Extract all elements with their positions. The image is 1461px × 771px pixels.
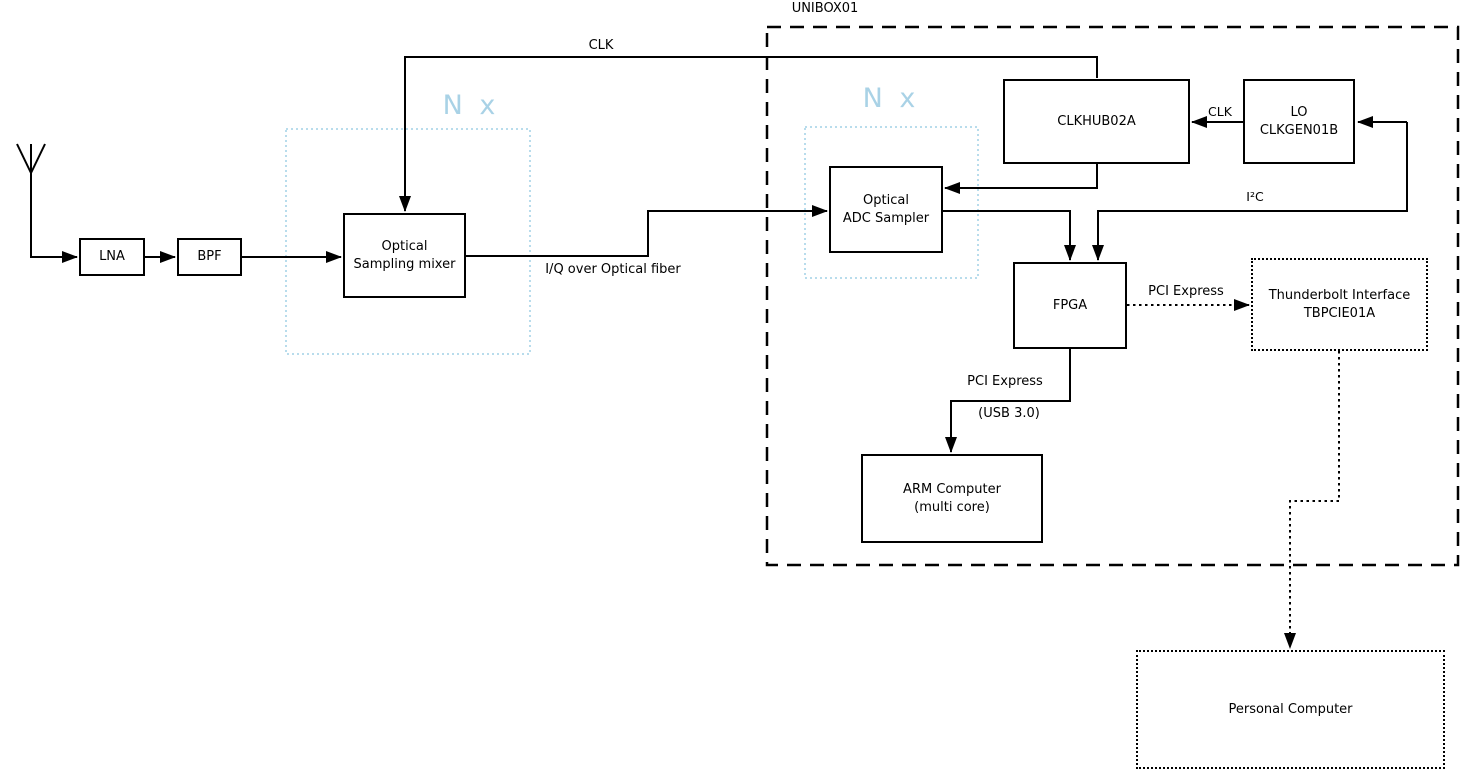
pc-label: Personal Computer <box>1228 701 1353 717</box>
thunderbolt-to-pc-connector <box>1290 351 1339 648</box>
iq-fiber-connector <box>466 211 827 256</box>
clk-top-label: CLK <box>588 38 614 53</box>
arm-computer-node <box>861 454 1043 543</box>
clkgen-label-line1: LO <box>1290 104 1308 120</box>
nx-label-right: N x <box>862 83 920 114</box>
arm-label-line2: (multi core) <box>914 499 990 515</box>
adc-label-line1: Optical <box>863 192 909 208</box>
antenna-icon <box>17 144 45 173</box>
adc-to-fpga-connector <box>943 211 1070 260</box>
mixer-label-line2: Sampling mixer <box>353 256 456 272</box>
adc-label-line2: ADC Sampler <box>842 210 930 226</box>
clk-mid-label: CLK <box>1208 104 1232 119</box>
arm-label-line1: ARM Computer <box>903 481 1001 497</box>
clkhub-to-adc-connector <box>945 164 1097 188</box>
optical-adc-sampler-node <box>829 166 943 253</box>
usb-label: (USB 3.0) <box>978 406 1040 421</box>
fpga-to-arm-connector <box>951 349 1070 452</box>
lo-clkgen01b-node <box>1243 79 1355 164</box>
thunderbolt-label-line2: TBPCIE01A <box>1303 305 1376 321</box>
i2c-label: I²C <box>1246 189 1264 204</box>
personal-computer-node <box>1136 650 1445 769</box>
thunderbolt-interface-node <box>1251 258 1428 351</box>
optical-sampling-mixer-node <box>343 213 466 298</box>
fpga-node <box>1013 262 1127 349</box>
bpf-node <box>177 238 242 276</box>
pcie-thunderbolt-label: PCI Express <box>1148 284 1224 299</box>
lna-node <box>79 238 145 276</box>
lna-label: LNA <box>99 249 125 265</box>
clkhub-label: CLKHUB02A <box>1057 113 1136 129</box>
iq-fiber-label: I/Q over Optical fiber <box>545 262 681 277</box>
clkgen-label-line2: CLKGEN01B <box>1259 122 1339 138</box>
clkhub02a-node <box>1003 79 1190 164</box>
nx-label-left: N x <box>442 90 500 121</box>
thunderbolt-label-line1: Thunderbolt Interface <box>1268 287 1411 303</box>
antenna-to-lna-connector <box>31 173 77 257</box>
fpga-label: FPGA <box>1052 297 1088 313</box>
unibox01-title: UNIBOX01 <box>791 1 859 16</box>
pcie-arm-label: PCI Express <box>967 374 1043 389</box>
mixer-label-line1: Optical <box>381 238 428 254</box>
bpf-label: BPF <box>197 249 222 265</box>
